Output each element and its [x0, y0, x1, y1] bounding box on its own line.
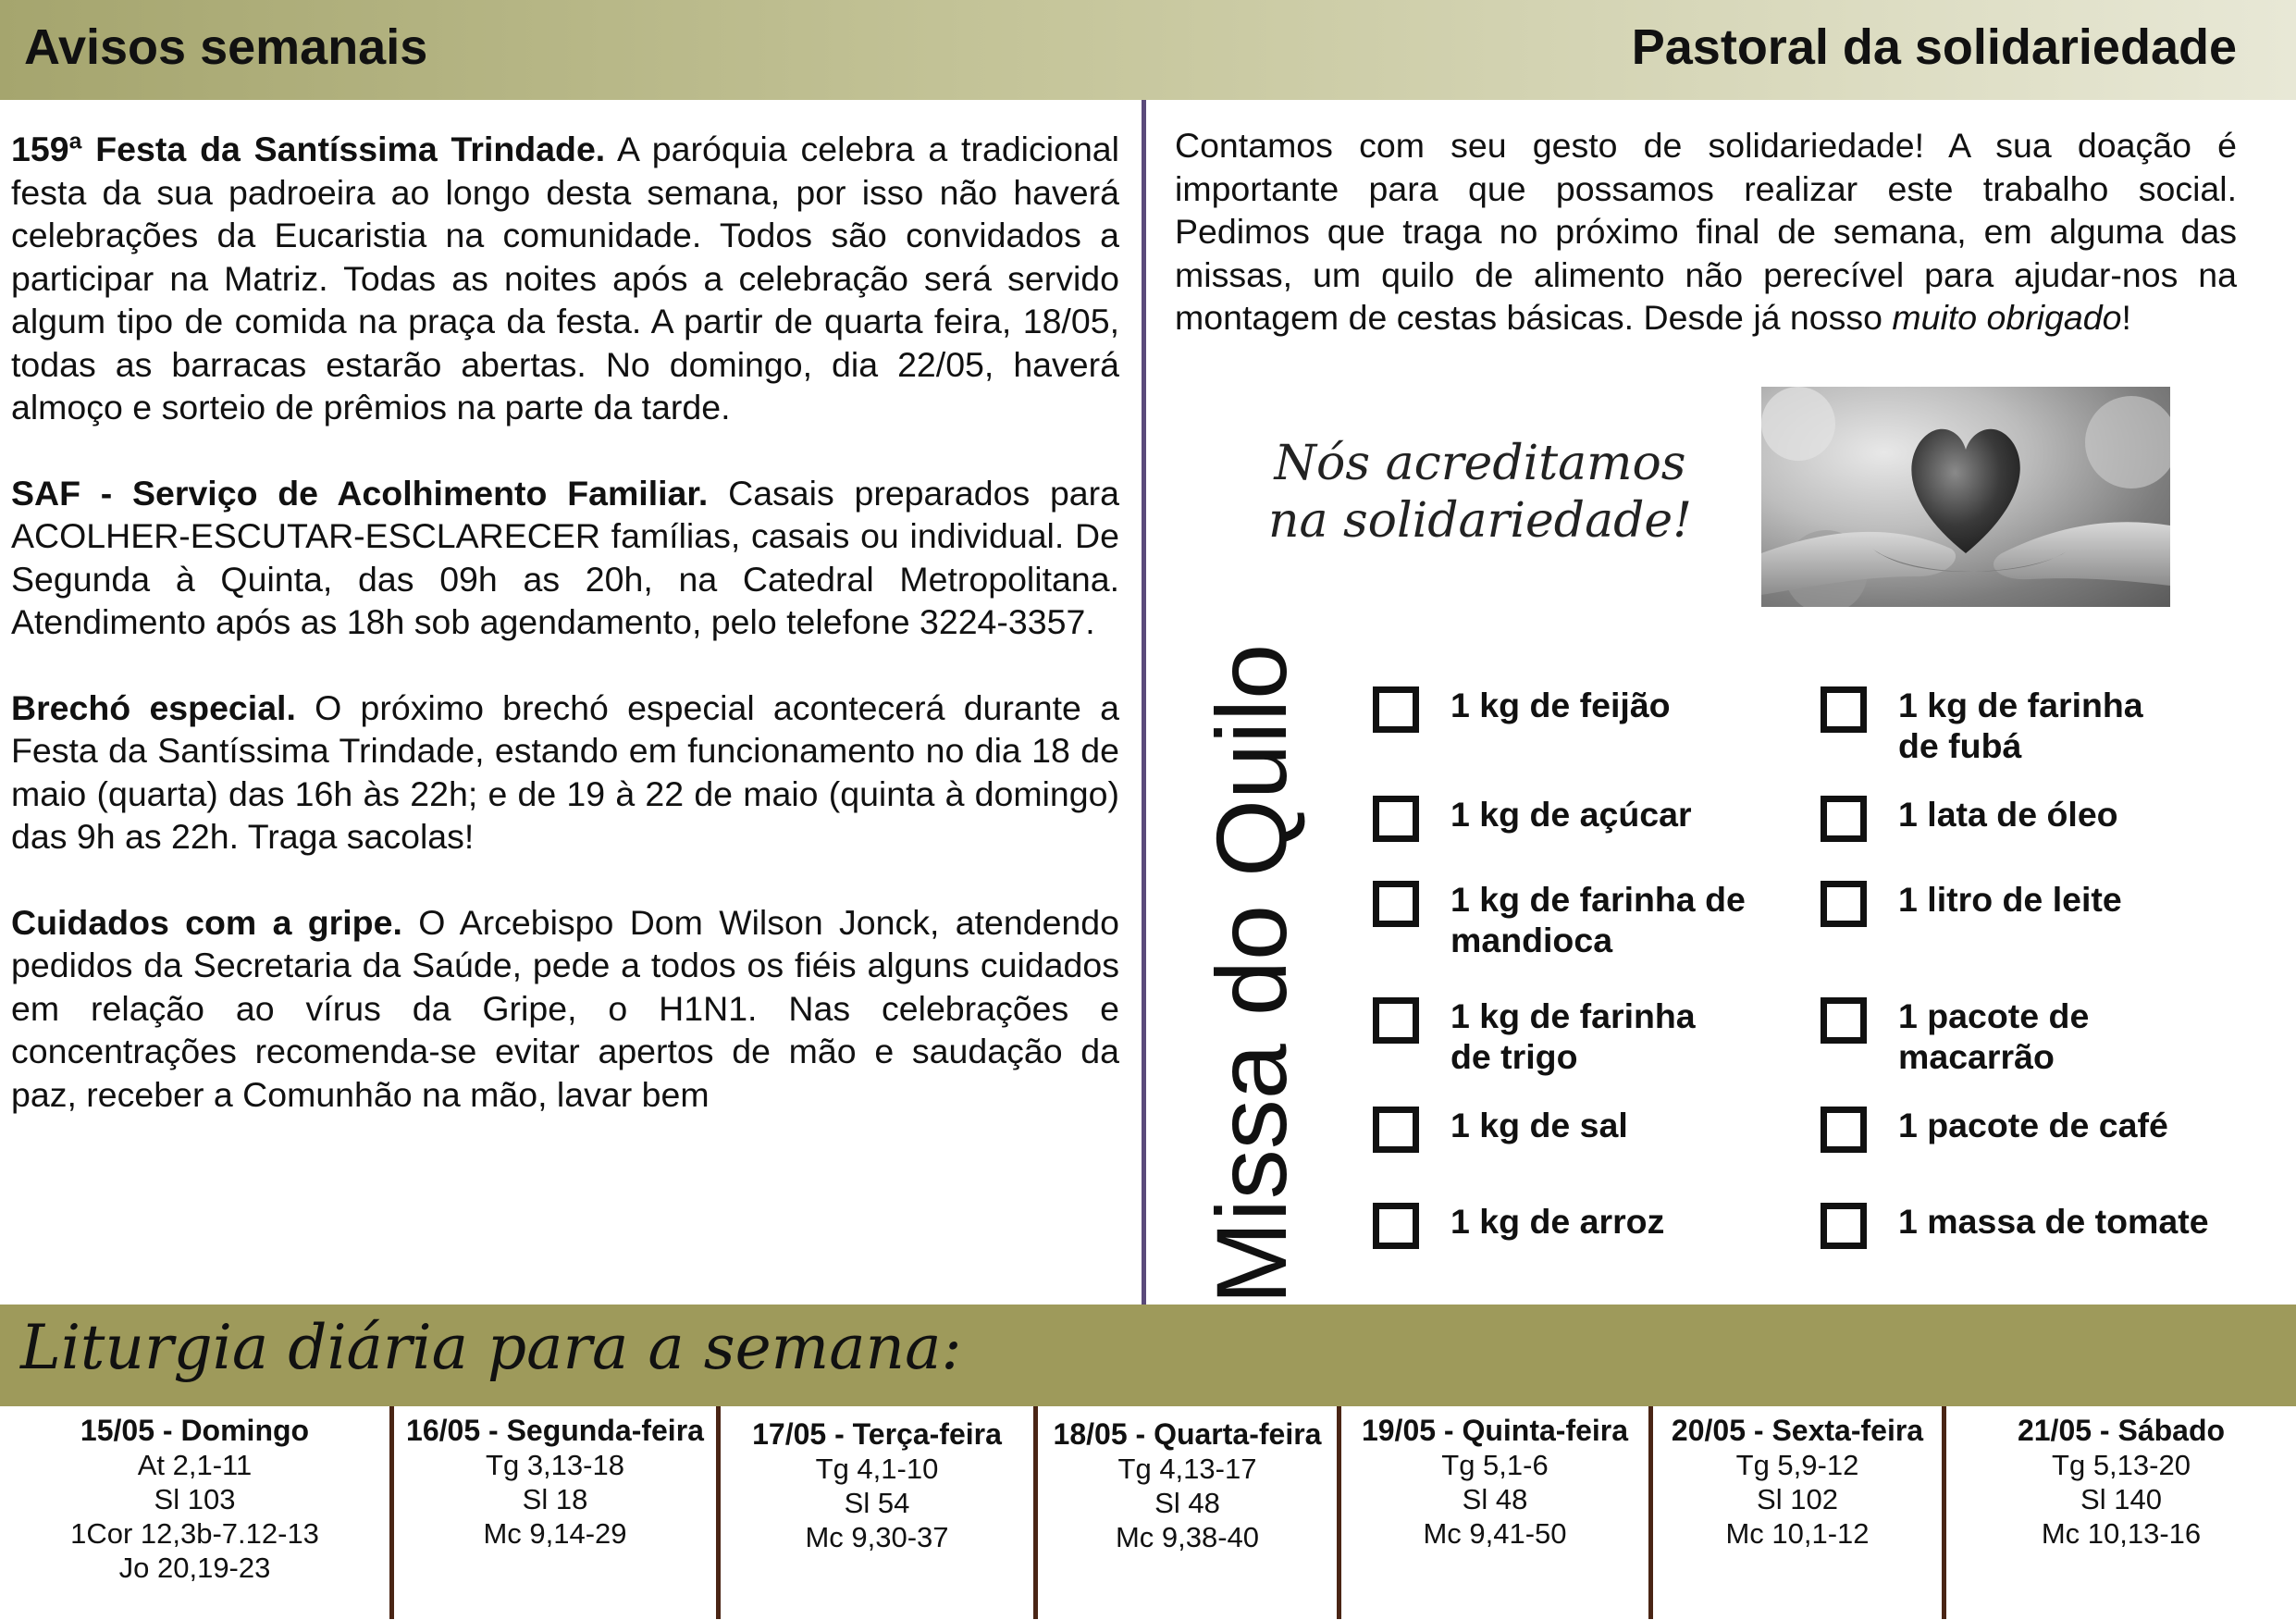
day-reading: Sl 102 — [1757, 1483, 1838, 1515]
section-title-pastoral: Pastoral da solidariedade — [1631, 19, 2237, 75]
day-reading: Sl 54 — [844, 1487, 910, 1519]
notice-body: A paróquia celebra a tradicional festa da sua padroeira ao longo desta semana, por isso não haverá celebrações da Eucaristia na comunidade. Todos são convidados a participar na Matriz. Todas as noites após a celebração será servido algum tipo de comida na praça da festa. A partir de quarta feira, 18/05, todas as barracas estarão abertas. No domingo, dia 22/05, haverá almoço e sorteio de prêmios na parte da tarde. — [11, 130, 1119, 427]
checkbox[interactable] — [1821, 796, 1867, 842]
intro-end: ! — [2121, 298, 2131, 337]
checkbox[interactable] — [1373, 997, 1419, 1044]
checklist-item[interactable] — [1373, 995, 1728, 1077]
checklist-label: 1 kg de açúcar — [1450, 795, 1692, 834]
checkbox[interactable] — [1373, 796, 1419, 842]
checklist-label: 1 kg de farinha de trigo — [1450, 996, 1696, 1076]
checklist-item[interactable] — [1821, 995, 2139, 1077]
day-date: 16/05 - Segunda-feira — [406, 1414, 704, 1447]
day-reading: Sl 18 — [522, 1483, 588, 1515]
day-date: 17/05 - Terça-feira — [752, 1417, 1002, 1451]
notice-body: Casais preparados para ACOLHER-ESCUTAR-ESCLARECER famílias, casais ou individual. De Segunda à Quinta, das 09h as 20h, na Catedral Metropolitana. Atendimento após as 18h sob agendamento, pelo telefone 3224-3357. — [11, 473, 1120, 641]
checkbox[interactable] — [1373, 881, 1419, 927]
checklist-label: 1 kg de arroz — [1450, 1202, 1665, 1241]
day-reading: Tg 5,9-12 — [1735, 1449, 1859, 1481]
notice-brecho — [11, 686, 1119, 859]
day-reading: Sl 48 — [1154, 1487, 1220, 1519]
liturgy-days — [0, 1406, 2296, 1620]
checklist-item[interactable] — [1373, 794, 1839, 842]
day-column-quinta — [1341, 1414, 1648, 1551]
motto-line: na solidariedade! — [1267, 493, 1693, 549]
day-reading: Tg 5,13-20 — [2052, 1449, 2191, 1481]
checklist-item[interactable] — [1373, 879, 1747, 960]
notice-gripe — [11, 901, 1119, 1117]
notice-title: 159ª Festa da Santíssima Trindade. — [11, 130, 606, 168]
day-reading: At 2,1-11 — [137, 1449, 253, 1481]
checklist-label: 1 pacote de macarrão — [1898, 996, 2090, 1076]
day-reading: Mc 9,14-29 — [483, 1517, 627, 1550]
day-reading: Mc 9,30-37 — [805, 1521, 949, 1553]
day-reading: Sl 140 — [2080, 1483, 2162, 1515]
day-reading: Tg 5,1-6 — [1441, 1449, 1549, 1481]
checklist-item[interactable] — [1373, 1105, 1839, 1153]
day-column-quarta — [1038, 1417, 1337, 1554]
checkbox[interactable] — [1373, 1107, 1419, 1153]
checkbox[interactable] — [1821, 997, 1867, 1044]
heart-hands-illustration — [1761, 387, 2170, 607]
day-date: 18/05 - Quarta-feira — [1053, 1417, 1322, 1451]
day-reading: Mc 9,38-40 — [1115, 1521, 1260, 1553]
checklist-item[interactable] — [1373, 1201, 1839, 1249]
notice-title: SAF - Serviço de Acolhimento Familiar. — [11, 473, 709, 513]
intro-thanks: muito obrigado — [1892, 298, 2122, 337]
notice-festa — [11, 128, 1119, 429]
missa-do-quilo-title: Missa do Quilo — [1195, 643, 1307, 1305]
liturgy-title: Liturgia diária para a semana: — [20, 1312, 962, 1383]
notice-title: Brechó especial. — [11, 687, 296, 727]
checkbox[interactable] — [1373, 1203, 1419, 1249]
checkbox[interactable] — [1821, 1107, 1867, 1153]
day-reading: Tg 4,1-10 — [815, 1453, 939, 1485]
notice-body: O próximo brechó especial acontecerá durante a Festa da Santíssima Trindade, estando em funcionamento no dia 18 de maio (quarta) das 16h às 22h; e de 19 à 22 de maio (quinta à domingo) das 9h as 22h. Traga sacolas! — [11, 687, 1119, 856]
checklist-label: 1 massa de tomate — [1898, 1202, 2209, 1241]
checklist-item[interactable] — [1821, 879, 2287, 927]
day-reading: Tg 4,13-17 — [1117, 1453, 1257, 1485]
vertical-title-wrap — [1182, 643, 1321, 1305]
checkbox[interactable] — [1821, 881, 1867, 927]
section-title-avisos: Avisos semanais — [24, 19, 428, 75]
day-reading: Sl 48 — [1462, 1483, 1528, 1515]
day-reading: Mc 10,13-16 — [2041, 1517, 2202, 1550]
day-reading: Tg 3,13-18 — [486, 1449, 624, 1481]
solidarity-motto — [1240, 435, 1721, 550]
checklist-label: 1 kg de sal — [1450, 1106, 1628, 1144]
day-column-domingo — [0, 1414, 389, 1585]
checklist-label: 1 kg de farinha de fubá — [1898, 686, 2143, 765]
day-column-terca — [721, 1417, 1033, 1554]
day-date: 21/05 - Sábado — [2017, 1414, 2226, 1447]
day-column-segunda — [394, 1414, 716, 1551]
checklist-label: 1 kg de feijão — [1450, 686, 1671, 724]
intro-text: Contamos com seu gesto de solidariedade! A sua doação é importante para que possamos realizar este trabalho social. Pedimos que traga no próximo final de semana, em alguma das missas, um quilo de alimento não perecível para ajudar-nos na montagem de cestas básicas. Desde já nosso — [1175, 126, 2237, 337]
day-column-sabado — [1946, 1414, 2296, 1551]
checklist-label: 1 pacote de café — [1898, 1106, 2168, 1144]
column-divider — [1142, 100, 1146, 1305]
checkbox[interactable] — [1373, 686, 1419, 733]
header-bar — [0, 0, 2296, 100]
day-date: 20/05 - Sexta-feira — [1671, 1414, 1924, 1447]
checklist-item[interactable] — [1821, 1201, 2287, 1249]
day-reading: Jo 20,19-23 — [118, 1552, 271, 1584]
checkbox[interactable] — [1821, 686, 1867, 733]
checklist-label: 1 litro de leite — [1898, 880, 2122, 919]
checklist-label: 1 lata de óleo — [1898, 795, 2118, 834]
checklist-item[interactable] — [1821, 1105, 2287, 1153]
motto-line: Nós acreditamos — [1274, 436, 1686, 491]
day-reading: 1Cor 12,3b-7.12-13 — [70, 1517, 319, 1550]
day-date: 19/05 - Quinta-feira — [1361, 1414, 1629, 1447]
checklist-label: 1 kg de farinha de mandioca — [1450, 880, 1746, 959]
notice-body: O Arcebispo Dom Wilson Jonck, atendendo pedidos da Secretaria da Saúde, pede a todos os fiéis alguns cuidados em relação ao vírus da Gripe, o H1N1. Nas celebrações e concentrações recomenda-se evitar apertos de mão e saudação da paz, receber a Comunhão na mão, lavar bem — [11, 902, 1119, 1114]
notices-column — [11, 128, 1119, 1158]
day-reading: Sl 103 — [154, 1483, 236, 1515]
checklist-item[interactable] — [1373, 685, 1839, 733]
day-date: 15/05 - Domingo — [80, 1414, 310, 1447]
checklist-item[interactable] — [1821, 794, 2287, 842]
notice-title: Cuidados com a gripe. — [11, 902, 402, 942]
checkbox[interactable] — [1821, 1203, 1867, 1249]
day-reading: Mc 10,1-12 — [1725, 1517, 1870, 1550]
notice-saf — [11, 472, 1119, 644]
checklist-item[interactable] — [1821, 685, 2176, 766]
day-column-sexta — [1653, 1414, 1942, 1551]
day-reading: Mc 9,41-50 — [1423, 1517, 1567, 1550]
heart-hands-photo — [1761, 387, 2170, 607]
solidarity-intro — [1175, 124, 2237, 340]
